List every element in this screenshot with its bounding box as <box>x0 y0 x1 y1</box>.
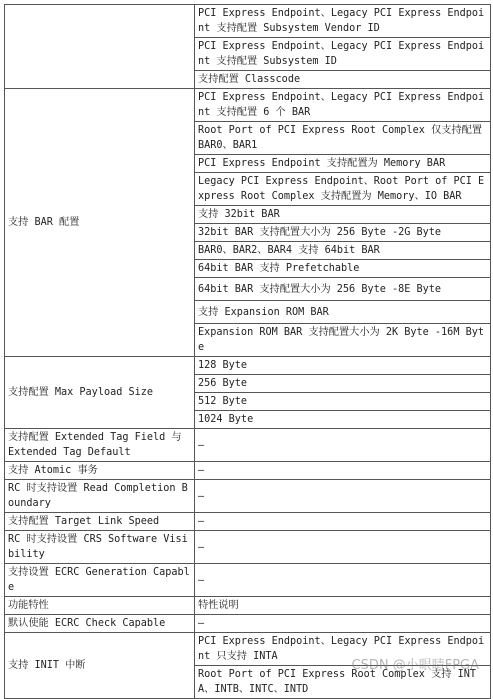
description-cell: 128 Byte <box>195 357 491 375</box>
description-cell: Root Port of PCI Express Root Complex 仅支持配置 BAR0、BAR1 <box>195 122 491 155</box>
description-cell: PCI Express Endpoint、Legacy PCI Express Endpoint 只支持 INTA <box>195 633 491 666</box>
description-cell: 1024 Byte <box>195 411 491 429</box>
description-cell: 32bit BAR 支持配置大小为 256 Byte -2G Byte <box>195 224 491 242</box>
description-cell: – <box>195 513 491 531</box>
description-cell: 512 Byte <box>195 393 491 411</box>
feature-cell: 支持 INIT 中断 <box>5 633 195 699</box>
description-cell: 256 Byte <box>195 375 491 393</box>
description-cell: Legacy PCI Express Endpoint、Root Port of PCI Express Root Complex 支持配置为 Memory、IO BAR <box>195 173 491 206</box>
description-cell: – <box>195 480 491 513</box>
description-cell: 特性说明 <box>195 597 491 615</box>
feature-cell: 支持配置 Target Link Speed <box>5 513 195 531</box>
description-cell: – <box>195 564 491 597</box>
description-cell: PCI Express Endpoint 支持配置为 Memory BAR <box>195 155 491 173</box>
description-cell: 64bit BAR 支持配置大小为 256 Byte -8E Byte <box>195 278 491 301</box>
feature-cell: 支持设置 ECRC Generation Capable <box>5 564 195 597</box>
table-row <box>5 597 491 615</box>
description-cell: PCI Express Endpoint、Legacy PCI Express Endpoint 支持配置 6 个 BAR <box>195 89 491 122</box>
table-row <box>5 480 491 513</box>
description-cell: PCI Express Endpoint、Legacy PCI Express Endpoint 支持配置 Subsystem ID <box>195 38 491 71</box>
feature-cell: RC 时支持设置 CRS Software Visibility <box>5 531 195 564</box>
description-cell: Expansion ROM BAR 支持配置大小为 2K Byte -16M Byte <box>195 324 491 357</box>
table-row <box>5 89 491 122</box>
feature-cell: 功能特性 <box>5 597 195 615</box>
description-cell: PCI Express Endpoint、Legacy PCI Express Endpoint 支持配置 Subsystem Vendor ID <box>195 5 491 38</box>
description-cell: – <box>195 531 491 564</box>
feature-cell <box>5 5 195 89</box>
table-row <box>5 564 491 597</box>
table-row <box>5 513 491 531</box>
feature-cell: 支持 Atomic 事务 <box>5 462 195 480</box>
feature-cell: 支持配置 Max Payload Size <box>5 357 195 429</box>
table-row <box>5 462 491 480</box>
description-cell: Root Port of PCI Express Root Complex 支持 INTA、INTB、INTC、INTD <box>195 666 491 699</box>
description-cell: BAR0、BAR2、BAR4 支持 64bit BAR <box>195 242 491 260</box>
description-cell: – <box>195 429 491 462</box>
description-cell: 64bit BAR 支持 Prefetchable <box>195 260 491 278</box>
feature-cell: 默认使能 ECRC Check Capable <box>5 615 195 633</box>
watermark: CSDN @小眼睛FPGA <box>351 658 479 673</box>
feature-cell: 支持配置 Extended Tag Field 与 Extended Tag Default <box>5 429 195 462</box>
table-row <box>5 633 491 666</box>
table-row <box>5 5 491 38</box>
table-row <box>5 531 491 564</box>
feature-cell: 支持 BAR 配置 <box>5 89 195 357</box>
description-cell: 支持配置 Classcode <box>195 71 491 89</box>
feature-table <box>4 4 491 699</box>
feature-cell: RC 时支持设置 Read Completion Boundary <box>5 480 195 513</box>
table-row <box>5 429 491 462</box>
description-cell: 支持 32bit BAR <box>195 206 491 224</box>
table-row <box>5 615 491 633</box>
description-cell: – <box>195 462 491 480</box>
description-cell: 支持 Expansion ROM BAR <box>195 301 491 324</box>
table-row <box>5 357 491 375</box>
description-cell: – <box>195 615 491 633</box>
